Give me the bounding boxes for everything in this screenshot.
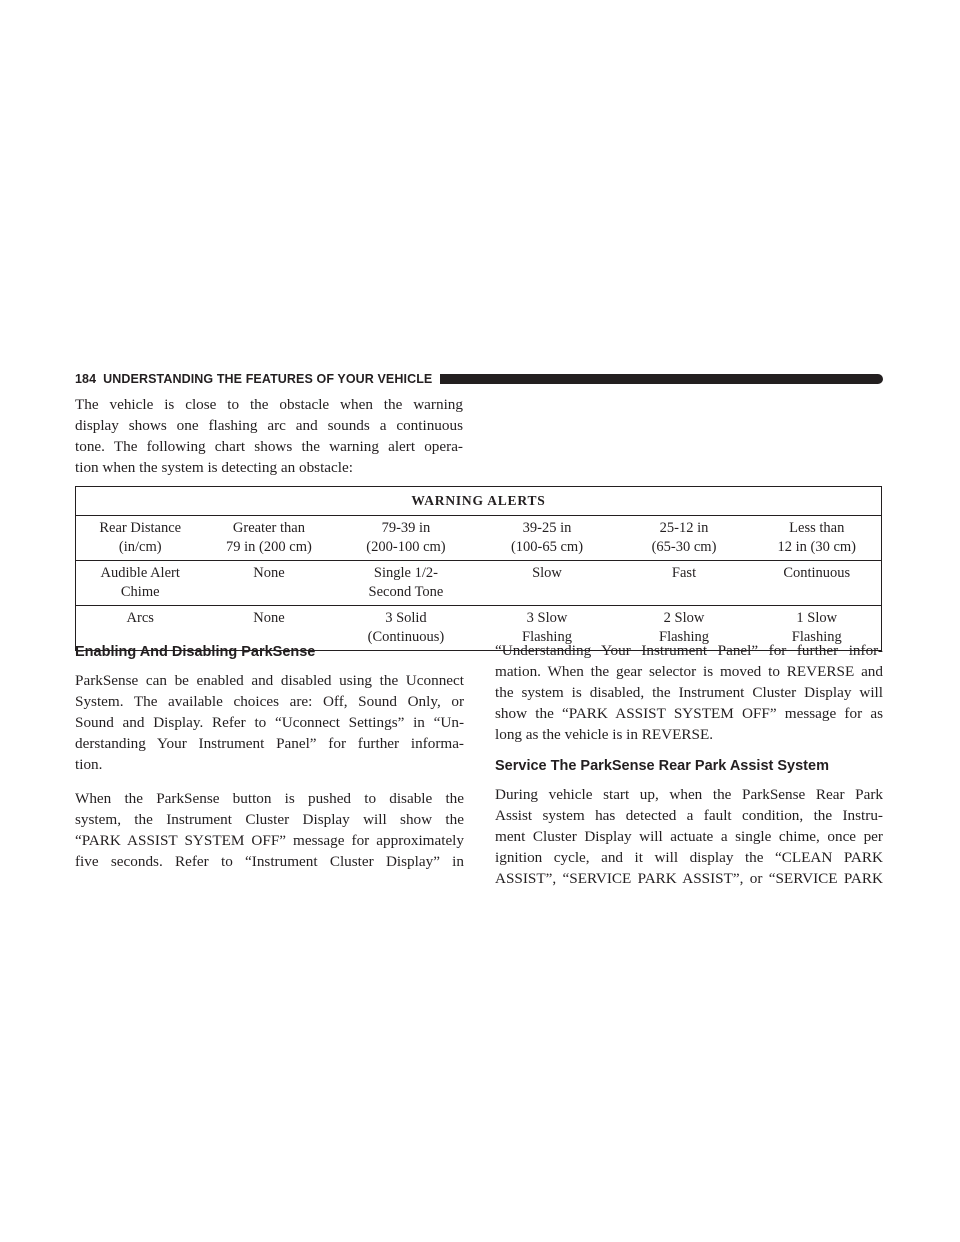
cell-text: Greater than	[232, 520, 305, 536]
table-title: WARNING ALERTS	[76, 487, 882, 516]
cell-text: 79-39 in	[381, 520, 431, 536]
section-heading-service: Service The ParkSense Rear Park Assist System	[495, 758, 829, 774]
cell-text: (200-100 cm)	[366, 539, 446, 555]
cell-text: (65-30 cm)	[651, 539, 717, 555]
table-row	[76, 561, 882, 606]
cell-text: 39-25 in	[522, 520, 572, 536]
cell-text: Arcs	[126, 610, 154, 626]
cell-text: Rear Distance	[99, 520, 182, 536]
cell-text: Slow	[532, 565, 562, 581]
cell-text: 79 in (200 cm)	[226, 539, 312, 555]
cell-text: 3 Solid	[385, 610, 427, 626]
table-cell	[76, 516, 205, 561]
section-heading-enabling: Enabling And Disabling ParkSense	[75, 644, 316, 660]
cell-text: (in/cm)	[118, 539, 162, 555]
cell-text: Flashing	[522, 629, 572, 645]
service-paragraph: During vehicle start up, when the ParkSense Rear Park Assist system has detected a fault condition, the Instru- ment Cluster Display will actuate a single chime, once per ignition cycle, and it will display the “CLEAN PARK ASSIST”, “SERVICE PARK ASSIST”, or “SERVICE PARK	[495, 786, 883, 887]
table-cell	[616, 561, 753, 606]
table-cell	[753, 561, 882, 606]
cell-text: None	[253, 565, 285, 581]
cell-text: Single 1/2-	[373, 565, 438, 581]
table-cell	[333, 561, 478, 606]
left-column	[75, 644, 464, 872]
disable-button-paragraph: When the ParkSense button is pushed to disable the system, the Instrument Cluster Display will show the “PARK ASSIST SYSTEM OFF” message for approximately five seconds. Refer to “Instrument Cluster Display” in	[75, 790, 464, 870]
cell-text: Flashing	[659, 629, 709, 645]
table-cell	[333, 516, 478, 561]
table-cell	[204, 561, 333, 606]
page-number: 184	[75, 372, 97, 386]
cell-text: 1 Slow	[796, 610, 838, 626]
table-cell	[204, 516, 333, 561]
table-cell	[616, 516, 753, 561]
cell-text: Audible Alert	[100, 565, 180, 581]
table-cell	[478, 561, 615, 606]
table-cell	[76, 561, 205, 606]
cell-text: (Continuous)	[367, 629, 445, 645]
cell-text: Fast	[671, 565, 697, 581]
cell-text: None	[253, 610, 285, 626]
table-cell	[478, 516, 615, 561]
header-rule	[440, 374, 883, 384]
cell-text: Flashing	[791, 629, 842, 645]
warning-alerts-table	[75, 486, 882, 651]
table-row	[76, 516, 882, 561]
cell-text: Less than	[789, 520, 845, 536]
cell-text: Second Tone	[368, 584, 444, 600]
cell-text: Continuous	[783, 565, 851, 581]
cell-text: 3 Slow	[526, 610, 568, 626]
cell-text: 2 Slow	[663, 610, 705, 626]
cell-text: 12 in (30 cm)	[777, 539, 857, 555]
cell-text: (100-65 cm)	[510, 539, 584, 555]
right-column	[495, 640, 883, 889]
table-cell	[753, 516, 882, 561]
cell-text: Chime	[120, 584, 160, 600]
intro-text: The vehicle is close to the obstacle when the warning display shows one flashing arc and sounds a continuous tone. The following chart shows the warning alert opera- tion when the system is detecting an obstacle:	[75, 396, 463, 476]
enabling-paragraph: ParkSense can be enabled and disabled using the Uconnect System. The available choices are: Off, Sound Only, or Sound and Display. Refer to “Uconnect Settings” in “Un- derstanding Your Instrument Panel” for further informa- tion.	[75, 672, 464, 773]
continued-paragraph: “Understanding Your Instrument Panel” for further infor- mation. When the gear selector is moved to REVERSE and the system is disabled, the Instrument Cluster Display will show the “PARK ASSIST SYSTEM OFF” message for as long as the vehicle is in REVERSE.	[495, 642, 883, 743]
page-header	[75, 371, 883, 387]
intro-paragraph	[75, 394, 463, 478]
section-title: UNDERSTANDING THE FEATURES OF YOUR VEHICLE	[103, 372, 433, 386]
cell-text: 25-12 in	[659, 520, 709, 536]
